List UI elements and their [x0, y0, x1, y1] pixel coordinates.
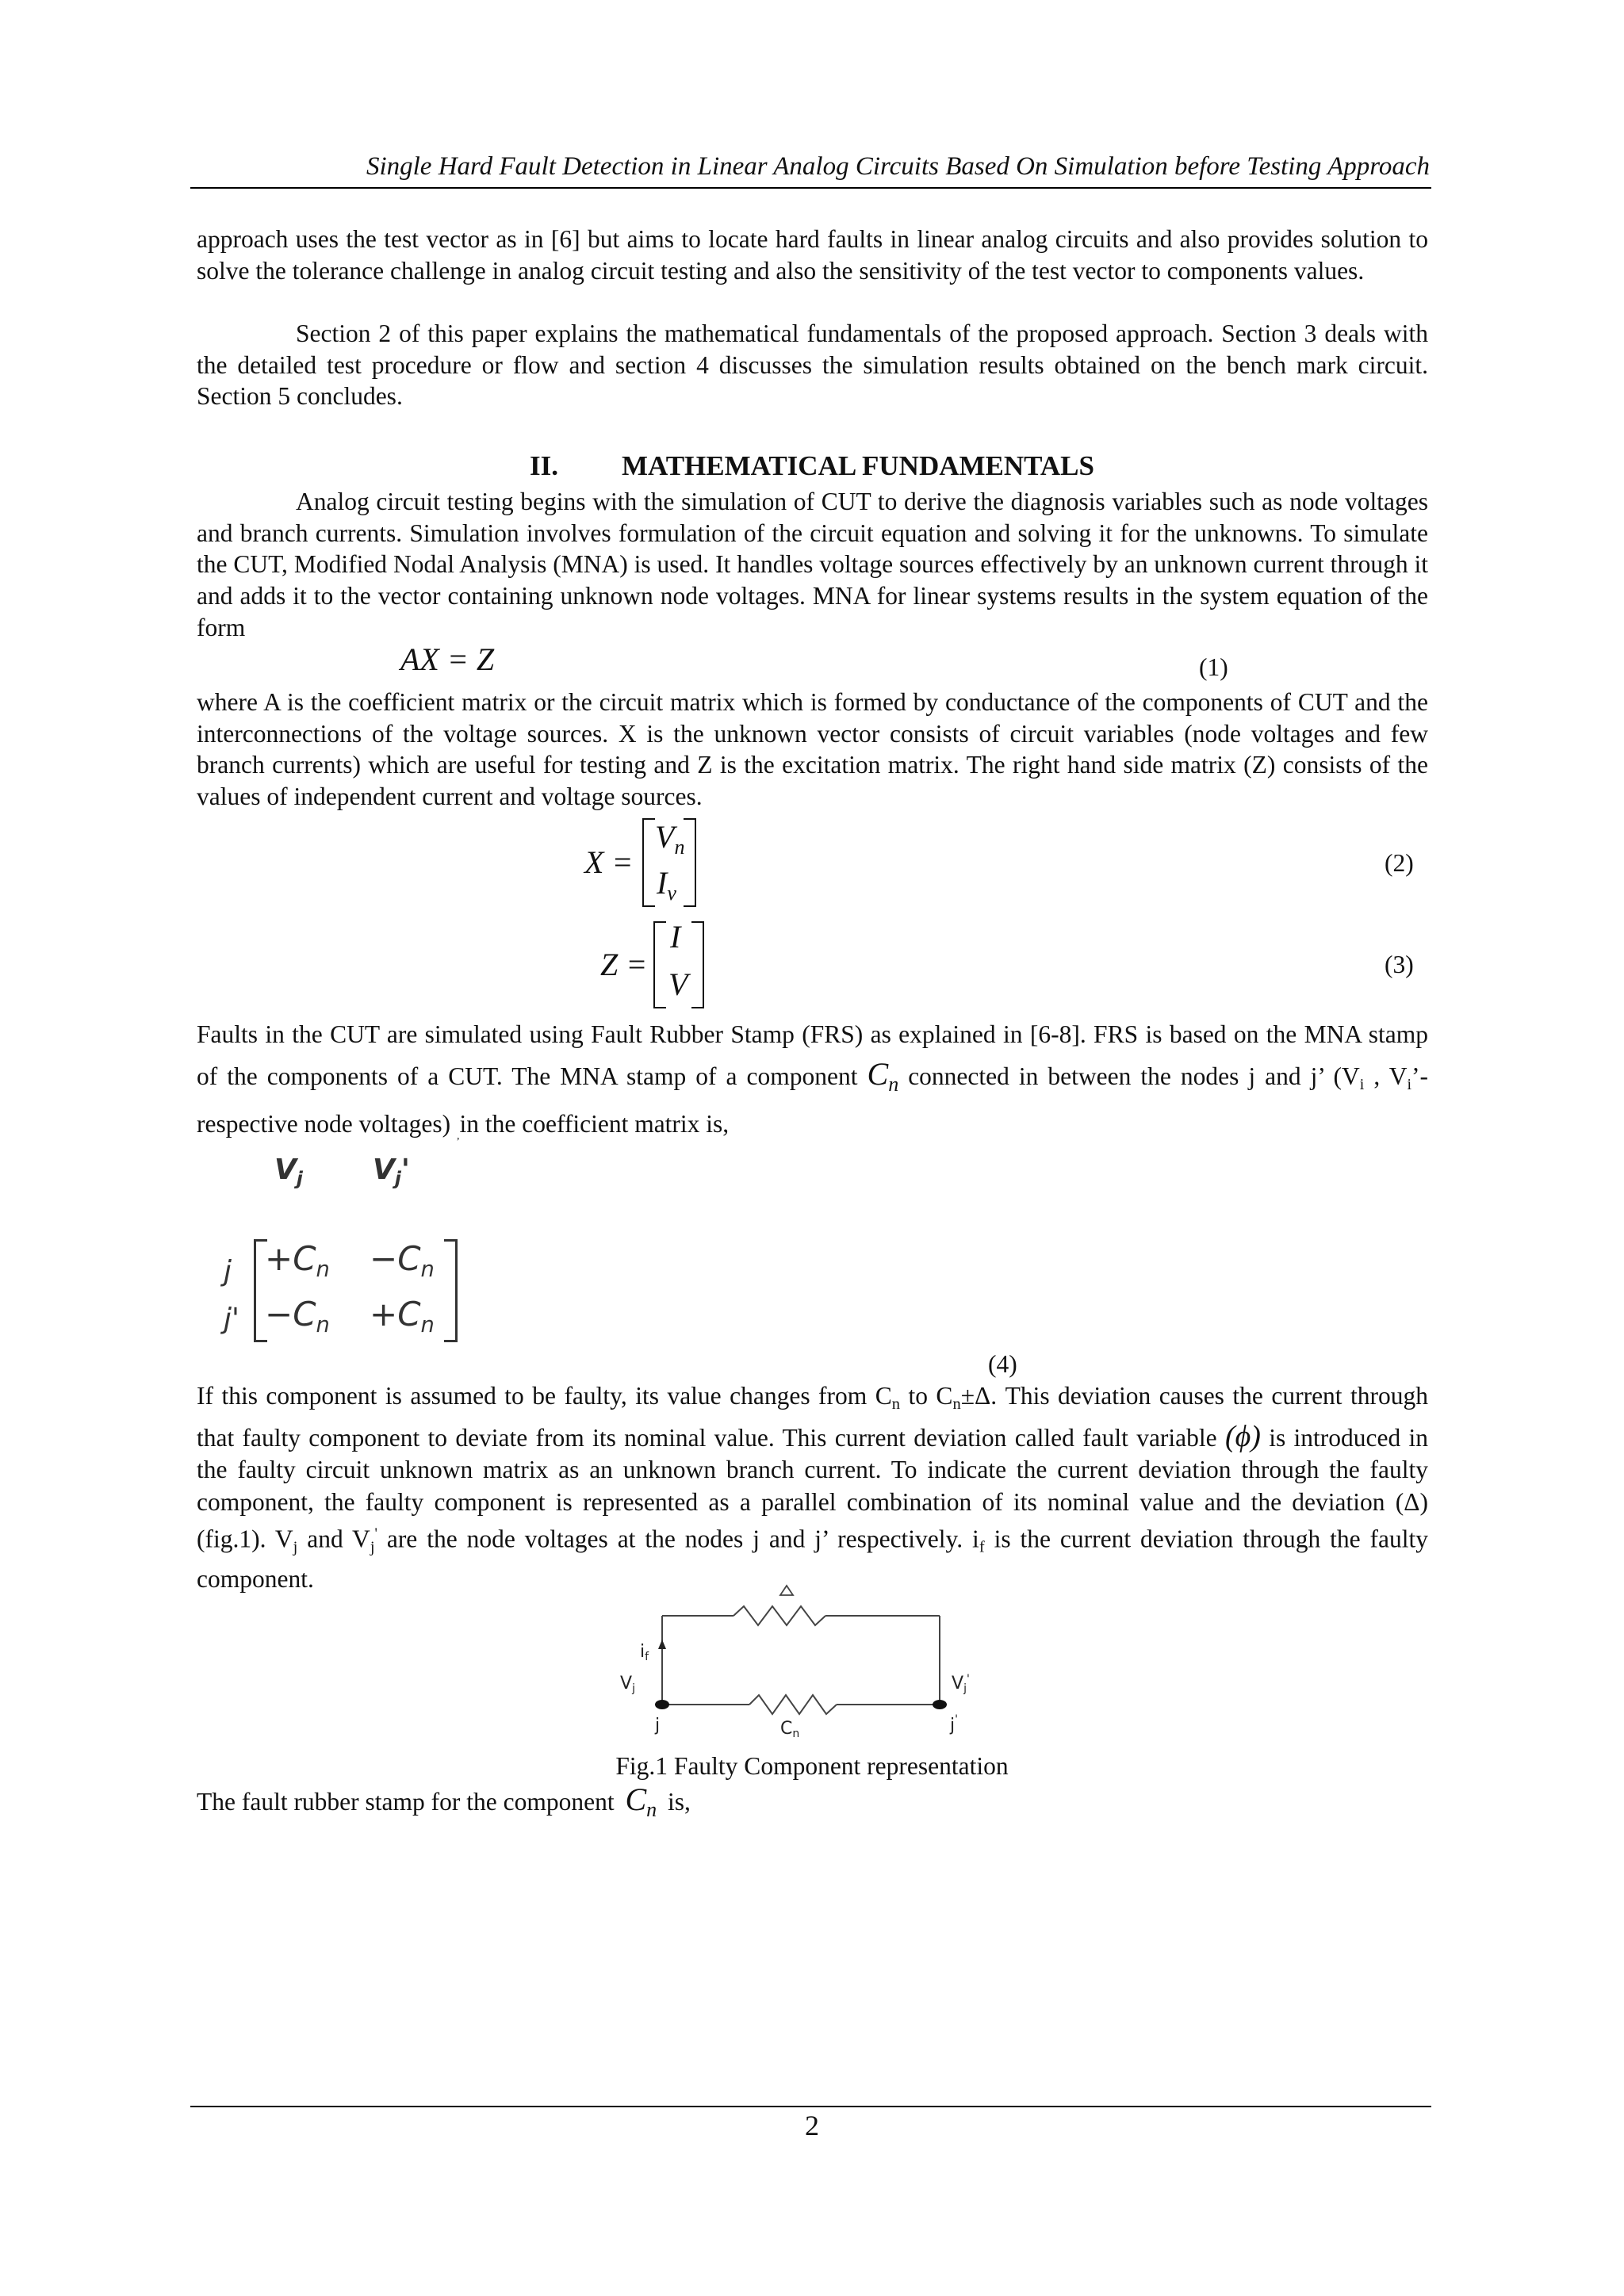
body-paragraph-matrix: where A is the coefficient matrix or the circuit matrix which is formed by conductance of the components of CUT and the interconnections of the voltage sources. X is the unknown vector consists of circuit variables (node voltages and few branch currents) which are useful for testing and Z is the excitation matrix. The right hand side matrix (Z) consists of the values of independent current and voltage sources. — [197, 688, 1428, 811]
intro-paragraph-2: Section 2 of this paper explains the mathematical fundamentals of the proposed approach. Section 3 deals with the detailed test procedure or flow and section 4 discusses the simulation results obtained on the bench mark circuit. Section 5 concludes. — [197, 320, 1428, 411]
label-vj: Vj — [620, 1674, 635, 1695]
current-arrow-icon — [658, 1640, 666, 1649]
label-if: if — [640, 1642, 649, 1663]
label-node-j: j — [655, 1716, 661, 1735]
equation-1: AX = Z — [400, 641, 495, 677]
eq2-left-bracket — [642, 818, 655, 907]
equation-2-number: (2) — [1385, 849, 1414, 877]
eq2-lhs: X = — [584, 844, 634, 880]
eq3-lhs: Z = — [600, 947, 648, 982]
label-cn: Cn — [780, 1719, 800, 1740]
cn-resistor — [749, 1695, 837, 1714]
stamp-a21: $-C_n$ — [265, 1295, 330, 1338]
stamp-a12: $-C_n$ — [370, 1239, 435, 1283]
phi-symbol: (ϕ) — [1224, 1419, 1261, 1453]
inline-cn-2: $C_n$ — [625, 1781, 657, 1821]
stamp-col-header-2: $V_j'$ — [373, 1154, 410, 1190]
section-number: II. — [530, 450, 558, 481]
intro-paragraph-1: approach uses the test vector as in [6] but aims to locate hard faults in linear analog circuits and also provides solution to solve the tolerance challenge in analog circuit testing and also the sensitivity of the test vector to components values. — [197, 225, 1428, 285]
eq3-bottom-entry: V — [668, 966, 688, 1002]
equation-4-number: (4) — [988, 1350, 1017, 1378]
node-jprime-dot — [933, 1700, 947, 1709]
stamp-row-label-1: j — [224, 1255, 232, 1288]
node-j-dot — [655, 1700, 669, 1709]
delta-resistor — [733, 1606, 825, 1625]
stamp-col-header-1: $V_j$ — [274, 1154, 303, 1190]
label-vjprime: Vj' — [952, 1673, 970, 1695]
footer-rule — [190, 2106, 1431, 2107]
section-title: MATHEMATICAL FUNDAMENTALS — [622, 450, 1094, 481]
eq3-left-bracket — [653, 921, 666, 1008]
eq2-top-entry: $V_n$ — [655, 819, 685, 859]
page-number: 2 — [805, 2110, 819, 2141]
figure-caption: Fig.1 Faulty Component representation — [615, 1752, 1009, 1780]
header-rule — [190, 187, 1431, 189]
stamp-row-label-2: j' — [224, 1303, 239, 1335]
delta-triangle — [780, 1586, 793, 1595]
stamp-a11: $+C_n$ — [265, 1239, 330, 1283]
eq2-right-bracket — [684, 818, 696, 907]
eq3-right-bracket — [691, 921, 704, 1008]
section-heading — [0, 450, 1624, 482]
eq3-top-entry: I — [670, 919, 681, 955]
stamp-a22: $+C_n$ — [370, 1295, 435, 1338]
body-paragraph-fault: If this component is assumed to be faulty, its value changes from $C_n$ to $C_n\pm\Delta$. This deviation causes the current through that faulty component to deviate from its nominal value. This current deviation called fault variable (ϕ) is introduced in the faulty circuit unknown matrix as an unknown branch current. To indicate the current deviation through the faulty component, the faulty component is represented as a parallel combination of its nominal value and the deviation (Δ) (fig.1). $V_j$ and $V_j'$ are the node voltages at the nodes j and j’ respectively. $i_f$ is the current deviation through the faulty component. — [197, 1382, 1429, 1594]
equation-1-number: (1) — [1199, 653, 1228, 681]
faulty-component-figure — [603, 1578, 1015, 1740]
inline-cn: $C_n$ — [867, 1056, 899, 1096]
body-paragraph-frs-stamp: The fault rubber stamp for the component $C_n$ is, — [197, 1781, 691, 1821]
body-paragraph-mna: Analog circuit testing begins with the simulation of CUT to derive the diagnosis variables such as node voltages and branch currents. Simulation involves formulation of the circuit equation and solving it for the unknowns. To simulate the CUT, Modified Nodal Analysis (MNA) is used. It handles voltage sources effectively by an unknown current through it and adds it to the vector containing unknown node voltages. MNA for linear systems results in the system equation of the form — [197, 488, 1428, 641]
running-header: Single Hard Fault Detection in Linear Analog Circuits Based On Simulation before Testing Approach — [366, 152, 1430, 181]
equation-3-number: (3) — [1385, 951, 1414, 978]
label-node-jprime: j' — [950, 1713, 958, 1735]
body-paragraph-frs: Faults in the CUT are simulated using Fault Rubber Stamp (FRS) as explained in [6-8]. FRS is based on the MNA stamp of the components of a CUT. The MNA stamp of a component $C_n$ connected in between the nodes j and j’ ($V_i$ , $V_i’-$ respective node voltages) $_,$in the coefficient matrix is, — [197, 1020, 1428, 1142]
eq2-bottom-entry: $I_v$ — [657, 865, 676, 905]
